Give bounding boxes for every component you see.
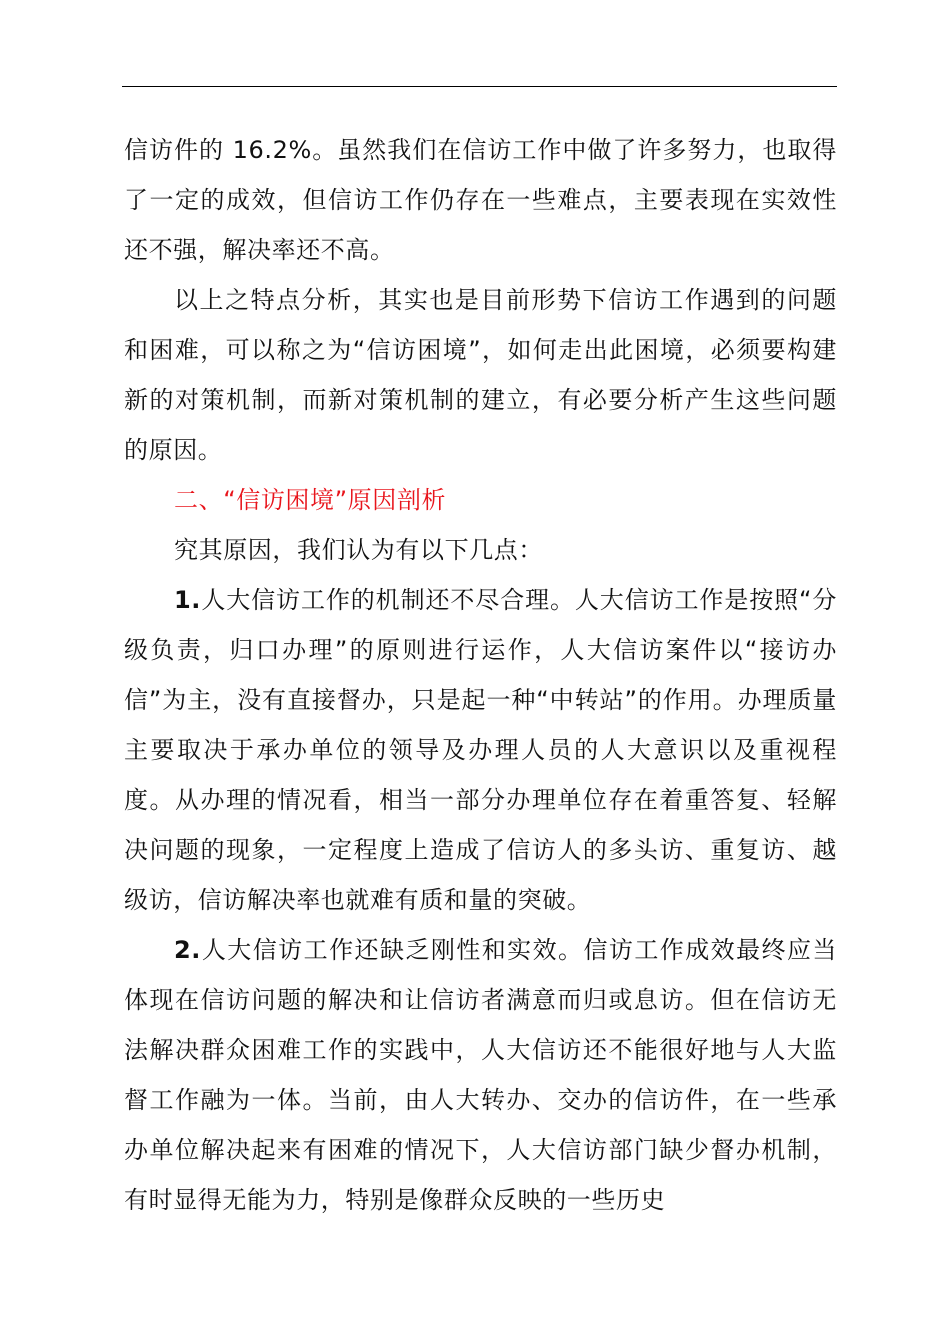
point-1 [124,575,837,925]
header-rule [122,86,837,87]
point-1-text: 人大信访工作的机制还不尽合理。人大信访工作是按照“分级负责，归口办理”的原则进行运作，人大信访案件以“接访办信”为主，没有直接督办，只是起一种“中转站”的作用。办理质量主要取决于承办单位的领导及办理人员的人大意识以及重视程度。从办理的情况看，相当一部分办理单位存在着重答复、轻解决问题的现象，一定程度上造成了信访人的多头访、重复访、越级访，信访解决率也就难有质和量的突破。 [124,586,837,914]
section-heading: 二、“信访困境”原因剖析 [174,486,447,514]
section-intro: 究其原因，我们认为有以下几点： [174,536,543,564]
document-body [124,125,837,1225]
point-1-number: 1. [174,586,202,614]
paragraph-continuation: 信访件的 16.2%。虽然我们在信访工作中做了许多努力，也取得了一定的成效，但信访工作仍存在一些难点，主要表现在实效性还不强，解决率还不高。 [124,136,837,264]
point-2 [124,925,837,1225]
paragraph-analysis: 以上之特点分析，其实也是目前形势下信访工作遇到的问题和困难，可以称之为“信访困境”，如何走出此困境，必须要构建新的对策机制，而新对策机制的建立，有必要分析产生这些问题的原因。 [124,286,837,464]
point-2-text: 人大信访工作还缺乏刚性和实效。信访工作成效最终应当体现在信访问题的解决和让信访者满意而归或息访。但在信访无法解决群众困难工作的实践中，人大信访还不能很好地与人大监督工作融为一体。当前，由人大转办、交办的信访件，在一些承办单位解决起来有困难的情况下，人大信访部门缺少督办机制，有时显得无能为力，特别是像群众反映的一些历史 [124,936,837,1214]
point-2-number: 2. [174,936,202,964]
